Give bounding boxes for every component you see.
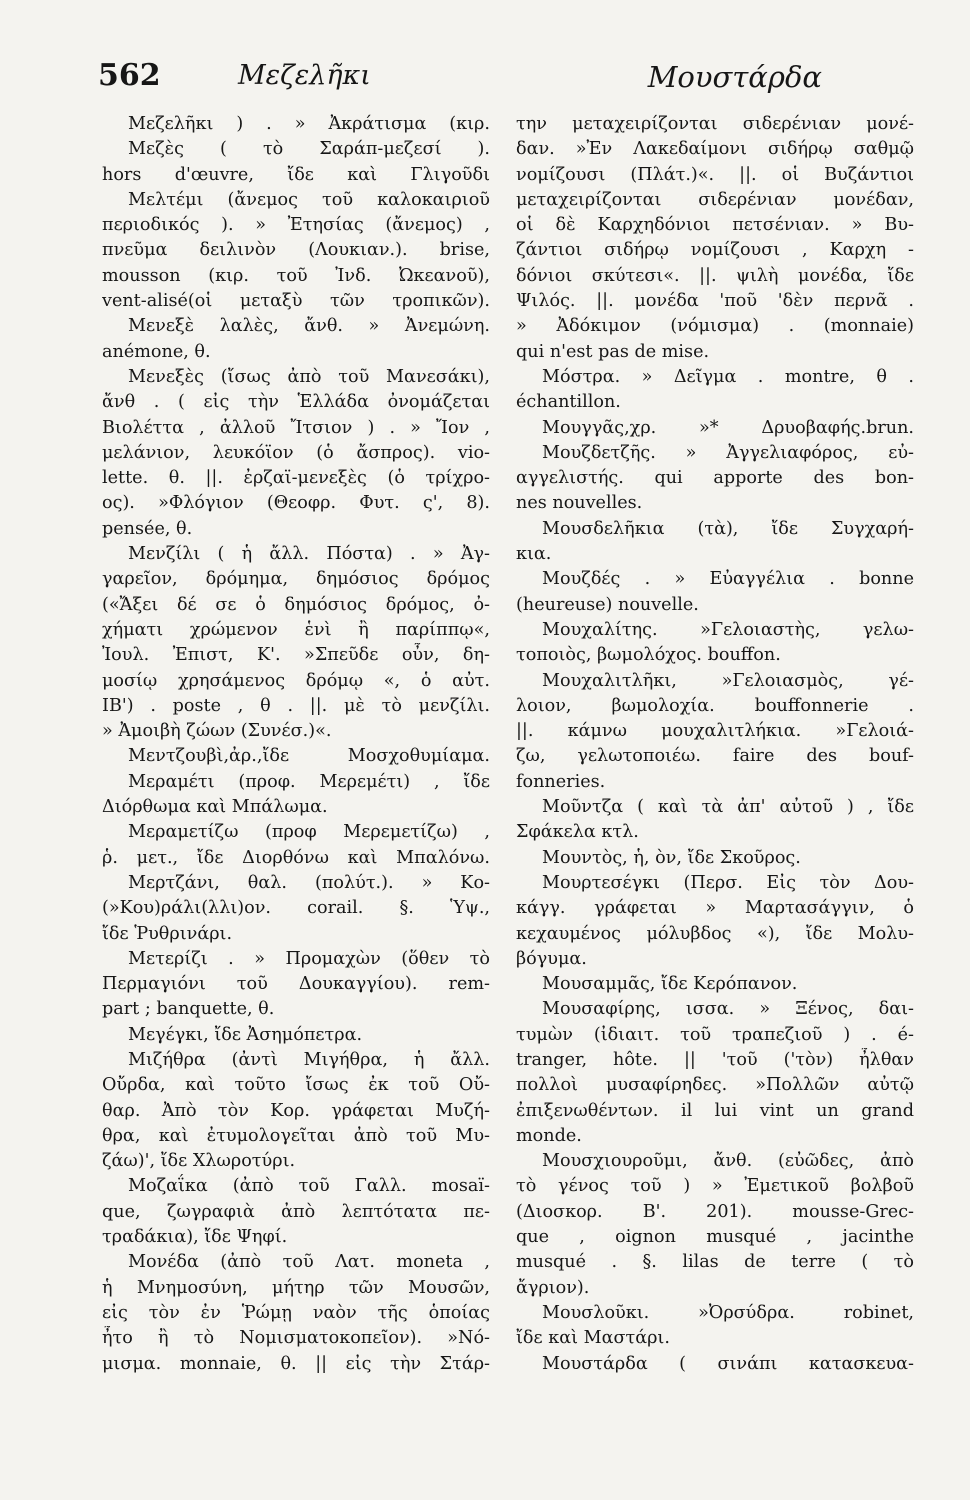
- text-line: Σφάκελα κτλ.: [516, 822, 639, 843]
- text-line: ἄνθ . ( εἰς τὴν Ἑλλάδα ὀνομάζεται: [102, 392, 490, 413]
- text-line: vent-alisé(οἱ μεταξὺ τῶν τροπικῶν).: [102, 291, 490, 312]
- text-line: θρα, καὶ ἐτυμολογεῖται ἀπὸ τοῦ Μυ-: [102, 1125, 490, 1146]
- text-line: χήματι χρώμενον ἑνὶ ἢ παρίππῳ«,: [102, 619, 490, 640]
- text-line: θαρ. Ἀπὸ τὸν Κορ. γράφεται Μυζή-: [102, 1100, 490, 1121]
- text-line: que , oignon musqué , jacinthe: [516, 1227, 914, 1248]
- text-line: (»Κου)ράλι(λλι)ον. corail. §. Ὑψ.,: [102, 898, 490, 919]
- text-line: ἴδε Ῥυθρινάρι.: [102, 923, 233, 944]
- text-line: Μεραμετίζω (προφ Μερεμετίζω) ,: [128, 822, 490, 843]
- text-line: Μεντζουβὶ,ἀρ.,ἴδε Μοσχοθυμίαμα.: [128, 746, 490, 767]
- text-line: μισμα. monnaie, θ. || εἰς τὴν Στάρ-: [102, 1353, 490, 1374]
- text-line: Μετερίζι . » Προμαχὼν (ὅθεν τὸ: [128, 948, 490, 969]
- text-line: οἱ δὲ Καρχηδόνιοι πετσένιαν. » Βυ-: [516, 215, 914, 236]
- text-line: τραδάκια), ἴδε Ψηφί.: [102, 1227, 288, 1248]
- text-line: περιοδικός ). » Ἐτησίας (ἄνεμος) ,: [102, 215, 490, 236]
- text-line: Μουστάρδα ( σινάπι κατασκευα-: [542, 1353, 914, 1374]
- text-line: qui n'est pas de mise.: [516, 341, 710, 362]
- text-line: Μενζίλι ( ἡ ἄλλ. Πόστα) . » Ἀγ-: [128, 544, 490, 565]
- text-line: Μόστρα. » Δεῖγμα . montre, θ .: [542, 366, 914, 387]
- text-line: Μουσαφίρης, ισσα. » Ξένος, δαι-: [542, 999, 914, 1020]
- text-line: Μουντὸς, ἡ, ὸν, ἴδε Σκοῦρος.: [542, 847, 801, 868]
- running-head: [0, 58, 970, 102]
- text-line: τὸ γένος τοῦ ) » Ἐμετικοῦ βολβοῦ: [516, 1176, 914, 1197]
- text-line: Μερτζάνι, θαλ. (πολύτ.). » Κο-: [128, 872, 490, 893]
- right-text-column: [516, 112, 914, 1377]
- text-line: lette. θ. ||. ἐρζαϊ-μενεξὲς (ὁ τρίχρο-: [102, 468, 490, 489]
- text-line: Μεγέγκι, ἴδε Ἀσημόπετρα.: [128, 1024, 363, 1045]
- text-line: ΙΒ') . poste , θ . ||. μὲ τὸ μενζίλι.: [102, 695, 490, 716]
- text-line: βόγυμα.: [516, 948, 587, 969]
- text-line: mousson (κιρ. τοῦ Ἰνδ. Ὠκεανοῦ),: [102, 265, 490, 286]
- text-line: Μενεξὲ λαλὲς, ἄνθ. » Ἀνεμώνη.: [128, 316, 490, 337]
- text-line: Μενεξὲς (ἴσως ἀπὸ τοῦ Μανεσάκι),: [128, 366, 490, 387]
- text-line: ζάντιοι σιδήρῳ νομίζουσι , Καρχη -: [516, 240, 914, 261]
- text-line: ζω, γελωτοποιέω. faire des bouf-: [516, 746, 914, 767]
- text-line: Ψιλός. ||. μονέδα 'ποῦ 'δὲν περνᾶ .: [516, 291, 914, 312]
- text-line: Μουσαμμᾶς, ἴδε Κερόπανον.: [542, 974, 798, 995]
- text-line: Οὔρδα, καὶ τοῦτο ἴσως ἐκ τοῦ Οὔ-: [102, 1075, 490, 1096]
- text-line: τυμὼν (ἰδιαιτ. τοῦ τραπεζιοῦ ) . é-: [516, 1024, 914, 1045]
- text-line: Μεζὲς ( τὸ Σαράπ-μεζεσί ).: [128, 139, 490, 160]
- text-line: πνεῦμα δειλινὸν (Λουκιαν.). brise,: [102, 240, 490, 261]
- text-line: δόνιοι σκύτεσι«. ||. ψιλὴ μονέδα, ἴδε: [516, 265, 914, 286]
- text-line: anémone, θ.: [102, 341, 211, 362]
- text-line: ἦτο ἢ τὸ Νομισματοκοπεῖον). »Νό-: [102, 1328, 490, 1349]
- text-line: tranger, hôte. || 'τοῦ ('τὸν) ἦλθαν: [516, 1049, 914, 1070]
- text-line: τοποιὸς, βωμολόχος. bouffon.: [516, 645, 781, 666]
- page-number: 562: [98, 58, 161, 93]
- text-line: Περμαγιόνι τοῦ Δουκαγγίου). rem-: [102, 974, 490, 995]
- text-line: » Ἀμοιβὴ ζώων (Συνέσ.)«.: [102, 721, 332, 742]
- head-right-word: Μουστάρδα: [647, 60, 822, 94]
- text-line: εἰς τὸν ἐν Ῥώμῃ ναὸν τῆς ὁποίας: [102, 1302, 490, 1323]
- text-line: γαρεῖον, δρόμημα, δημόσιος δρόμος: [102, 569, 490, 590]
- text-line: part ; banquette, θ.: [102, 999, 275, 1020]
- text-line: Μοζαΐκα (ἀπὸ τοῦ Γαλλ. mosaï-: [128, 1176, 490, 1197]
- text-line: Μουγγᾶς,χρ. »* Δρυοβαφής.brun.: [542, 417, 914, 438]
- text-line: πολλοὶ μυσαφίρηδες. »Πολλῶν αὐτῷ: [516, 1075, 914, 1096]
- text-line: nes nouvelles.: [516, 493, 643, 514]
- text-line: ||. κάμνω μουχαλιτλήκια. »Γελοιά-: [516, 721, 914, 742]
- text-line: κια.: [516, 544, 552, 565]
- text-line: Ἰουλ. Ἐπιστ, Κ'. »Σπεῦδε οὖν, δη-: [102, 645, 490, 666]
- text-line: Μονέδα (ἀπὸ τοῦ Λατ. moneta ,: [128, 1252, 490, 1273]
- text-line: («Ἄξει δέ σε ὁ δημόσιος δρόμος, ὀ-: [102, 594, 490, 615]
- text-line: λοιον, βωμολοχία. bouffonnerie .: [516, 695, 914, 716]
- text-line: Μουρτεσέγκι (Περσ. Εἰς τὸν Δου-: [542, 872, 914, 893]
- text-line: Μελτέμι (ἄνεμος τοῦ καλοκαιριοῦ: [128, 189, 490, 210]
- text-line: que, ζωγραφιὰ ἀπὸ λεπτότατα πε-: [102, 1201, 490, 1222]
- text-line: Μεραμέτι (προφ. Μερεμέτι) , ἴδε: [128, 771, 490, 792]
- text-line: pensée, θ.: [102, 518, 193, 539]
- text-line: Μουσχιουροῦμι, ἄνθ. (εὐῶδες, ἀπὸ: [542, 1151, 914, 1172]
- text-line: hors d'œuvre, ἴδε καὶ Γλιγοῦδι: [102, 164, 490, 185]
- text-line: νομίζουσι (Πλάτ.)«. ||. οἱ Βυζάντιοι: [516, 164, 914, 185]
- text-line: (heureuse) nouvelle.: [516, 594, 699, 615]
- text-line: échantillon.: [516, 392, 621, 413]
- text-line: ἡ Μνημοσύνη, μήτηρ τῶν Μουσῶν,: [102, 1277, 490, 1298]
- text-line: Διόρθωμα καὶ Μπάλωμα.: [102, 797, 328, 818]
- text-line: Μεζελῆκι ) . » Ἀκράτισμα (κιρ.: [128, 114, 490, 134]
- text-line: κάγγ. γράφεται » Μαρτασάγγιν, ὁ: [516, 898, 914, 919]
- text-line: ἐπιξενωθέντων. il lui vint un grand: [516, 1100, 914, 1121]
- text-line: Μουσλοῦκι. »Ὀρσύδρα. robinet,: [542, 1302, 914, 1323]
- text-line: monde.: [516, 1125, 582, 1146]
- text-line: fonneries.: [516, 771, 606, 792]
- text-line: Μουχαλιτλῆκι, »Γελοιασμὸς, γέ-: [542, 670, 914, 691]
- head-left-word: Μεζελῆκι: [238, 60, 371, 91]
- text-line: Μουχαλίτης. »Γελοιαστὴς, γελω-: [542, 619, 914, 640]
- text-line: Μουσδελῆκια (τὰ), ἴδε Συγχαρή-: [542, 518, 914, 539]
- text-line: αγγελιστής. qui apporte des bon-: [516, 468, 914, 489]
- text-line: Μιζήθρα (ἀντὶ Μιγήθρα, ἡ ἄλλ.: [128, 1049, 490, 1070]
- text-line: ἴδε καὶ Μαστάρι.: [516, 1328, 670, 1349]
- text-line: ῥ. μετ., ἴδε Διορθόνω καὶ Μπαλόνω.: [102, 847, 490, 868]
- text-line: (Διοσκορ. Β'. 201). mousse-Grec-: [516, 1201, 914, 1222]
- text-line: ἄγριον).: [516, 1277, 590, 1298]
- text-line: μοσίῳ χρησάμενος δρόμῳ «, ὁ αὐτ.: [102, 670, 490, 691]
- text-line: μεταχειρίζονται σιδερένιαν μονέδαν,: [516, 189, 914, 210]
- text-line: την μεταχειρίζονται σιδερένιαν μονέ-: [516, 114, 914, 134]
- text-line: κεχαυμένος μόλυβδος «), ἴδε Μολυ-: [516, 923, 914, 944]
- text-line: μελάνιον, λευκόϊον (ὁ ἄσπρος). vio-: [102, 442, 490, 463]
- text-line: » Ἀδόκιμον (νόμισμα) . (monnaie): [516, 316, 914, 337]
- left-text-column: [102, 112, 490, 1377]
- text-line: ος). »Φλόγιον (Θεοφρ. Φυτ. ς', 8).: [102, 493, 490, 514]
- text-line: Μουζδετζῆς. » Ἀγγελιαφόρος, εὐ-: [542, 442, 914, 463]
- text-line: Μουζδές . » Εὐαγγέλια . bonne: [542, 569, 914, 590]
- text-line: musqué . §. lilas de terre ( τὸ: [516, 1252, 914, 1273]
- text-line: δαν. »Ἐν Λακεδαίμονι σιδήρῳ σαθμῷ: [516, 139, 914, 160]
- text-line: Βιολέττα , ἀλλοῦ Ἴτσιον ) . » Ἴον ,: [102, 417, 490, 438]
- text-line: Μοῦντζα ( καὶ τὰ ἀπ' αὐτοῦ ) , ἴδε: [542, 797, 914, 818]
- text-line: ζάω)', ἴδε Χλωροτύρι.: [102, 1151, 296, 1172]
